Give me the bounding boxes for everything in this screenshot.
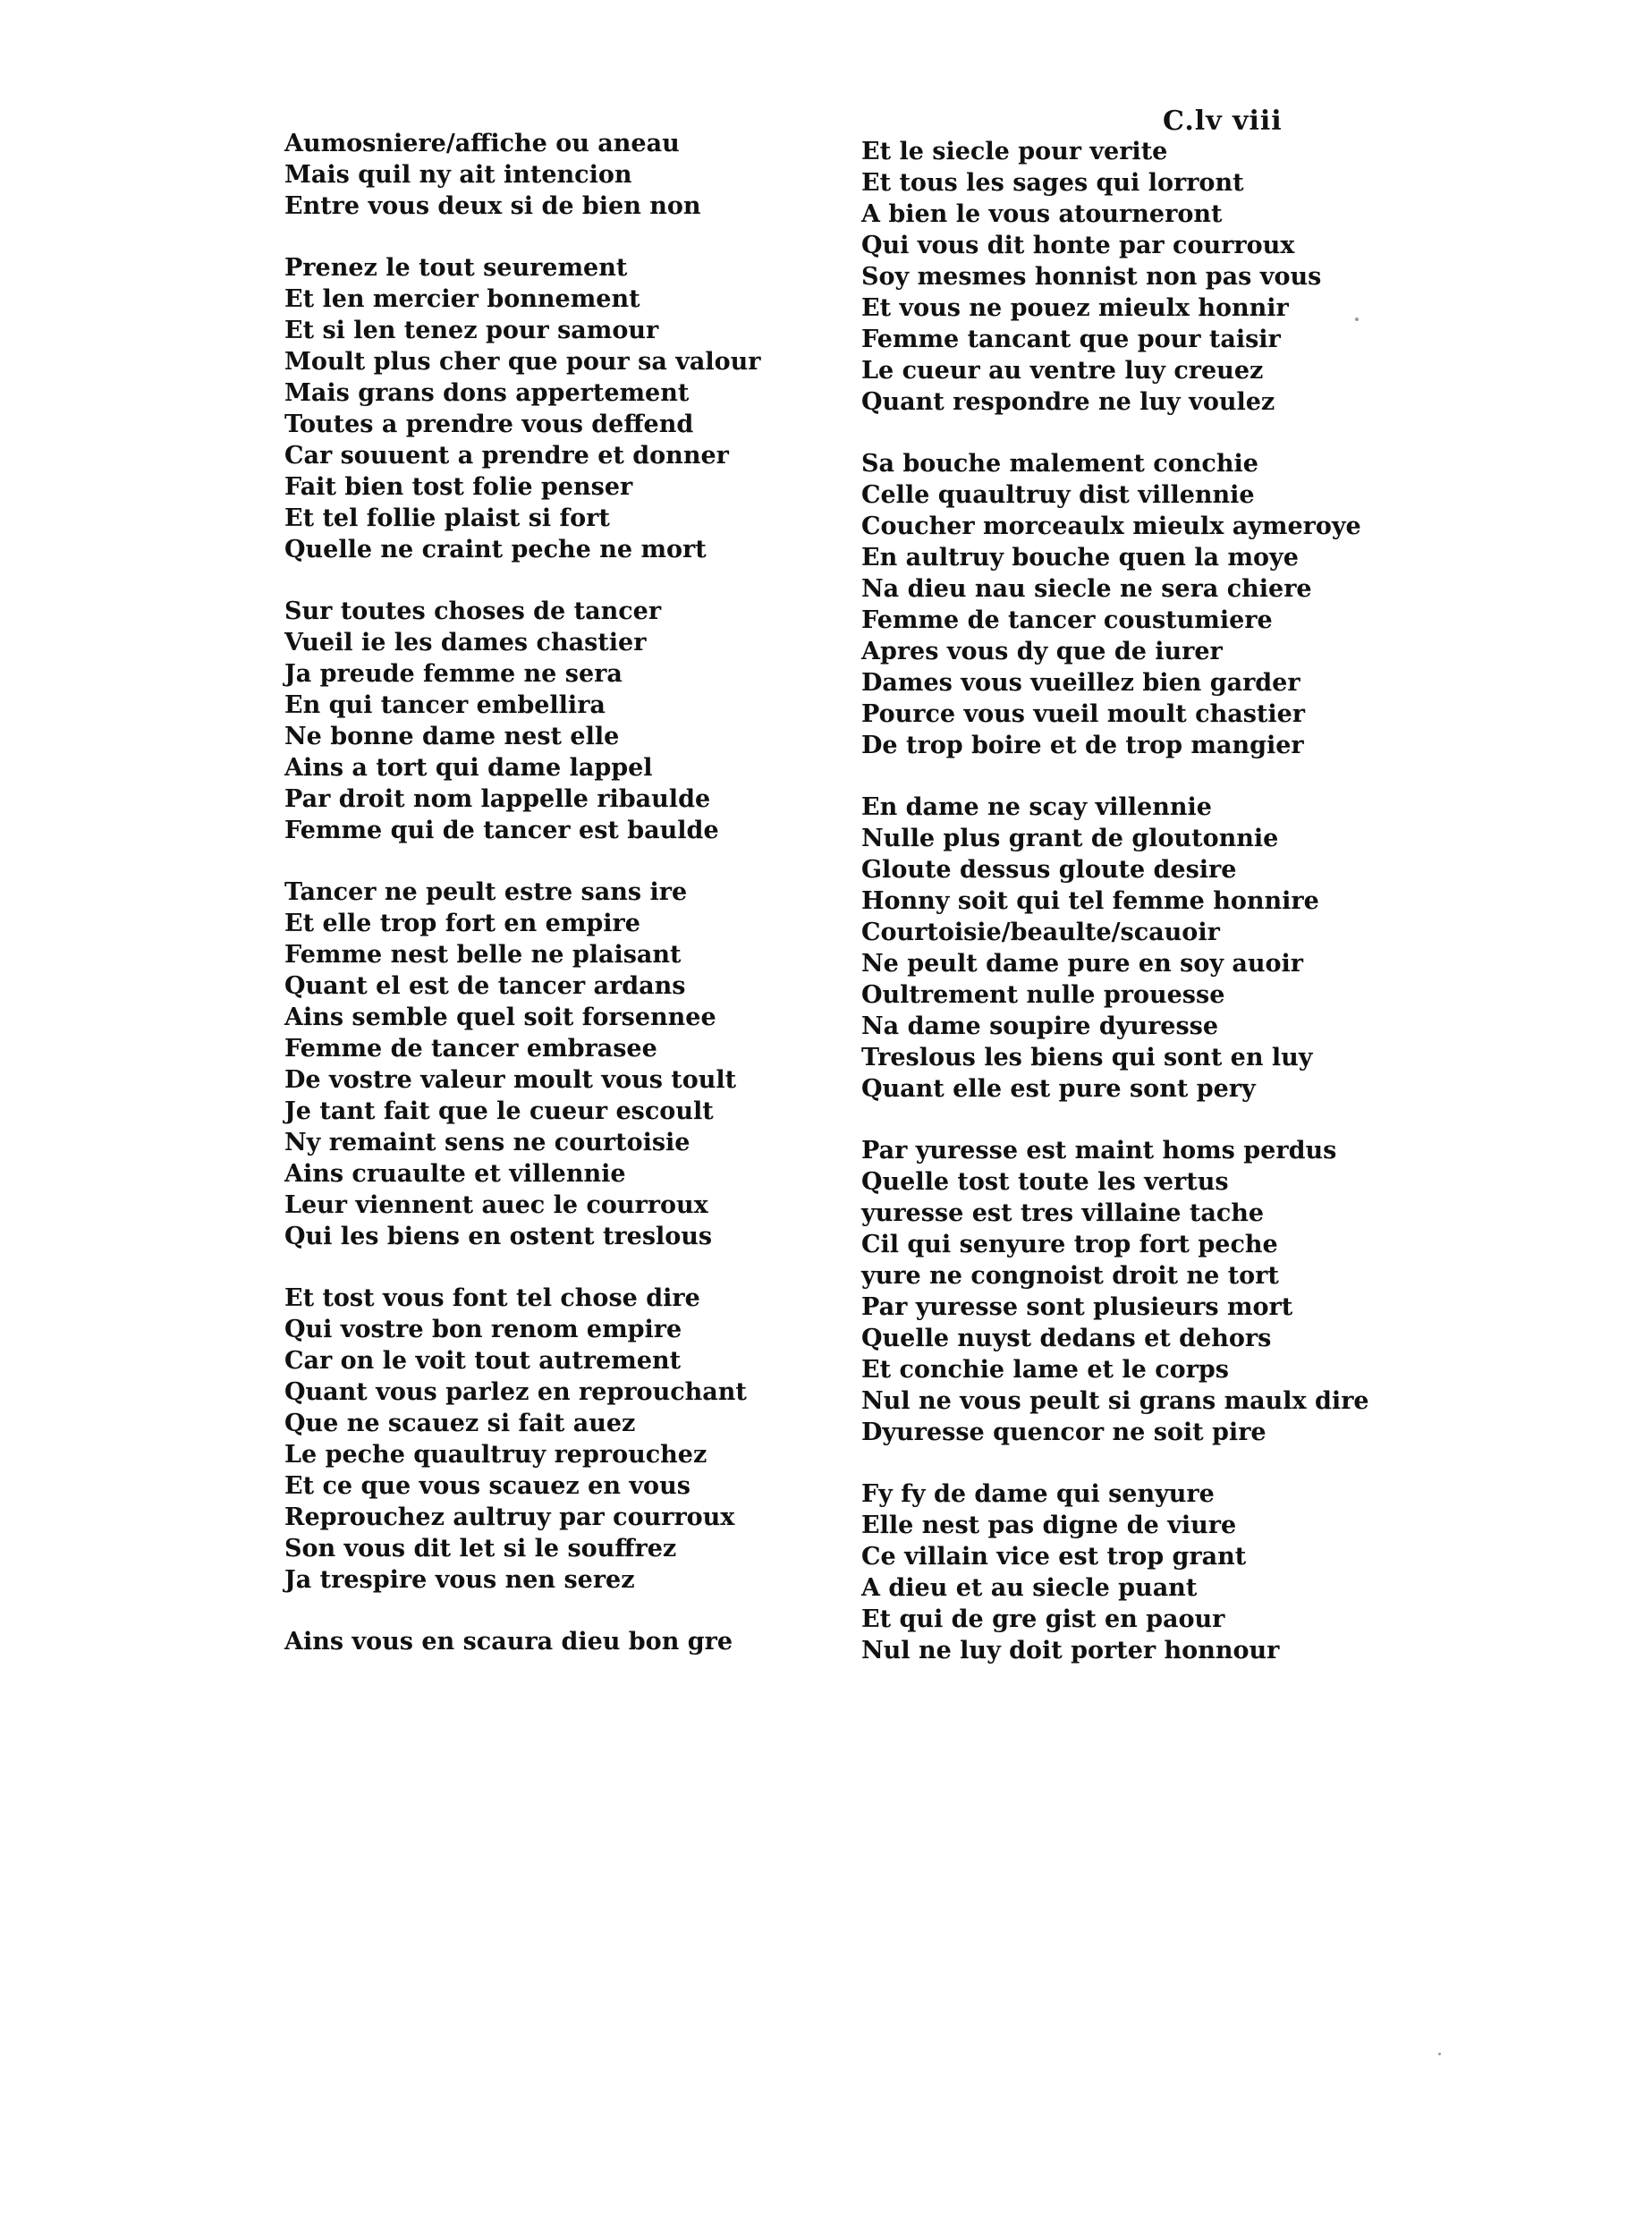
verse-line: Par yuresse est maint homs perdus <box>861 1137 1337 1165</box>
verse-line: Le peche quaultruy reprouchez <box>284 1441 707 1469</box>
verse-line: Quant el est de tancer ardans <box>284 972 686 1000</box>
verse-line: Ains vous en scaura dieu bon gre <box>284 1628 733 1656</box>
verse-line: Et tost vous font tel chose dire <box>284 1284 700 1312</box>
verse-line: Quant vous parlez en reprouchant <box>284 1378 747 1406</box>
verse-line: Cil qui senyure trop fort peche <box>861 1231 1278 1258</box>
stanza-gap <box>284 1596 785 1626</box>
verse-line: En aultruy bouche quen la moye <box>861 544 1299 572</box>
verse-line: Soy mesmes honnist non pas vous <box>861 263 1322 291</box>
verse-line: En qui tancer embellira <box>284 691 606 719</box>
verse-line: De trop boire et de trop mangier <box>861 732 1304 759</box>
verse-line: Treslous les biens qui sont en luy <box>861 1044 1313 1071</box>
stanza <box>284 877 785 1252</box>
verse-line: Honny soit qui tel femme honnire <box>861 887 1319 915</box>
verse-line: Je tant fait que le cueur escoult <box>284 1097 714 1125</box>
verse-line: Vueil ie les dames chastier <box>284 629 647 656</box>
stanza <box>284 596 785 846</box>
stanza <box>861 1478 1389 1666</box>
verse-line: Nulle plus grant de gloutonnie <box>861 825 1279 852</box>
verse-line: Sur toutes choses de tancer <box>284 597 662 625</box>
verse-line: Quelle nuyst dedans et dehors <box>861 1325 1272 1352</box>
verse-line: Ny remaint sens ne courtoisie <box>284 1129 690 1156</box>
ink-speck <box>1438 2053 1441 2055</box>
ink-speck <box>1355 318 1359 321</box>
stanza <box>861 448 1389 761</box>
verse-line: Moult plus cher que pour sa valour <box>284 348 761 376</box>
verse-line: Dames vous vueillez bien garder <box>861 669 1300 697</box>
right-text-column <box>861 136 1389 1666</box>
verse-line: Et ce que vous scauez en vous <box>284 1472 690 1500</box>
stanza-gap <box>284 1252 785 1283</box>
folio-number: C.lv viii <box>1163 106 1283 137</box>
verse-line: Et vous ne pouez mieulx honnir <box>861 294 1289 322</box>
verse-line: Quant elle est pure sont pery <box>861 1075 1256 1103</box>
verse-line: Leur viennent auec le courroux <box>284 1191 708 1219</box>
verse-line: Ains cruaulte et villennie <box>284 1160 626 1188</box>
verse-line: Et qui de gre gist en paour <box>861 1605 1225 1633</box>
verse-line: Car on le voit tout autrement <box>284 1347 682 1375</box>
verse-line: Quelle tost toute les vertus <box>861 1168 1229 1196</box>
verse-line: Tancer ne peult estre sans ire <box>284 878 688 906</box>
verse-line: Et conchie lame et le corps <box>861 1356 1229 1384</box>
stanza-gap <box>861 1105 1389 1135</box>
verse-line: Femme de tancer coustumiere <box>861 606 1273 634</box>
verse-line: yuresse est tres villaine tache <box>861 1199 1265 1227</box>
stanza <box>284 252 785 565</box>
verse-line: Ains a tort qui dame lappel <box>284 754 653 782</box>
stanza <box>861 792 1389 1105</box>
verse-line: Entre vous deux si de bien non <box>284 192 701 220</box>
verse-line: Et elle trop fort en empire <box>284 910 640 937</box>
verse-line: Qui les biens en ostent treslous <box>284 1223 713 1250</box>
verse-line: Femme nest belle ne plaisant <box>284 941 682 969</box>
verse-line: Ja preude femme ne sera <box>284 660 623 688</box>
verse-line: Ains semble quel soit forsennee <box>284 1004 716 1031</box>
verse-line: Et tous les sages qui lorront <box>861 169 1244 197</box>
verse-line: Nul ne vous peult si grans maulx dire <box>861 1387 1369 1415</box>
stanza-gap <box>861 1448 1389 1478</box>
stanza-gap <box>861 761 1389 792</box>
verse-line: Quelle ne craint peche ne mort <box>284 536 707 563</box>
stanza <box>861 1135 1389 1448</box>
verse-line: Mais quil ny ait intencion <box>284 161 632 189</box>
verse-line: Son vous dit let si le souffrez <box>284 1535 677 1563</box>
verse-line: Oultrement nulle prouesse <box>861 981 1225 1009</box>
verse-line: Na dieu nau siecle ne sera chiere <box>861 575 1312 603</box>
stanza <box>284 128 785 222</box>
verse-line: Sa bouche malement conchie <box>861 450 1258 478</box>
verse-line: Qui vous dit honte par courroux <box>861 232 1295 259</box>
verse-line: Ne bonne dame nest elle <box>284 723 620 750</box>
verse-line: Quant respondre ne luy voulez <box>861 388 1275 416</box>
verse-line: Fait bien tost folie penser <box>284 473 633 501</box>
verse-line: Na dame soupire dyuresse <box>861 1012 1219 1040</box>
verse-line: Toutes a prendre vous deffend <box>284 411 694 438</box>
verse-line: Ne peult dame pure en soy auoir <box>861 950 1304 978</box>
verse-line: Femme de tancer embrasee <box>284 1035 657 1063</box>
verse-line: Nul ne luy doit porter honnour <box>861 1637 1280 1664</box>
verse-line: Coucher morceaulx mieulx aymeroye <box>861 512 1361 540</box>
left-text-column <box>284 128 785 1657</box>
verse-line: Par droit nom lappelle ribaulde <box>284 785 711 813</box>
stanza-gap <box>284 846 785 877</box>
verse-line: En dame ne scay villennie <box>861 793 1212 821</box>
verse-line: yure ne congnoist droit ne tort <box>861 1262 1279 1290</box>
verse-line: Et tel follie plaist si fort <box>284 504 610 532</box>
verse-line: Qui vostre bon renom empire <box>284 1316 682 1343</box>
verse-line: Ja trespire vous nen serez <box>284 1566 635 1594</box>
verse-line: Gloute dessus gloute desire <box>861 856 1237 884</box>
verse-line: Celle quaultruy dist villennie <box>861 481 1255 509</box>
verse-line: Ce villain vice est trop grant <box>861 1543 1247 1571</box>
verse-line: Dyuresse quencor ne soit pire <box>861 1419 1267 1446</box>
verse-line: Car souuent a prendre et donner <box>284 442 729 470</box>
verse-line: Et si len tenez pour samour <box>284 317 659 344</box>
verse-line: Par yuresse sont plusieurs mort <box>861 1293 1293 1321</box>
verse-line: Mais grans dons appertement <box>284 379 690 407</box>
verse-line: Femme qui de tancer est baulde <box>284 817 719 844</box>
verse-line: Pource vous vueil moult chastier <box>861 700 1306 728</box>
verse-line: Apres vous dy que de iurer <box>861 638 1223 665</box>
stanza <box>284 1283 785 1596</box>
verse-line: A bien le vous atourneront <box>861 200 1223 228</box>
verse-line: Aumosniere/affiche ou aneau <box>284 130 680 157</box>
verse-line: Que ne scauez si fait auez <box>284 1410 636 1437</box>
verse-line: De vostre valeur moult vous toult <box>284 1066 737 1094</box>
verse-line: Prenez le tout seurement <box>284 254 628 282</box>
verse-line: Et le siecle pour verite <box>861 138 1168 165</box>
stanza-gap <box>284 222 785 252</box>
verse-line: A dieu et au siecle puant <box>861 1574 1198 1602</box>
stanza-gap <box>861 418 1389 448</box>
stanza <box>861 136 1389 418</box>
verse-line: Elle nest pas digne de viure <box>861 1512 1237 1539</box>
stanza-gap <box>284 565 785 596</box>
verse-line: Femme tancant que pour taisir <box>861 326 1281 353</box>
verse-line: Le cueur au ventre luy creuez <box>861 357 1264 385</box>
verse-line: Fy fy de dame qui senyure <box>861 1480 1215 1508</box>
stanza <box>284 1626 785 1657</box>
verse-line: Courtoisie/beaulte/scauoir <box>861 919 1220 946</box>
verse-line: Reprouchez aultruy par courroux <box>284 1503 735 1531</box>
verse-line: Et len mercier bonnement <box>284 285 640 313</box>
